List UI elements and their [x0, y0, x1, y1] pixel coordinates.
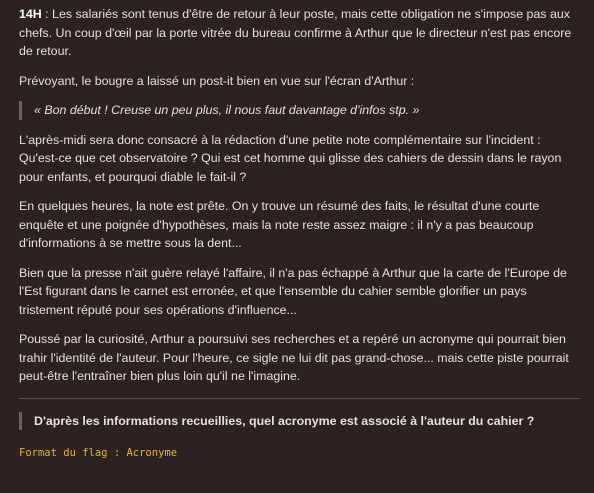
- paragraph-acronym: Poussé par la curiosité, Arthur a poursuivi ses recherches et a repéré un acronyme qui pourrait bien trahir l'identité de l'auteur. Pour l'heure, ce sigle ne lui dit pas grand-chose... mais cette piste pourrait peut-être l'entraîner bien plus loin qu'il ne l'imagine.: [19, 332, 569, 383]
- divider: [19, 398, 580, 399]
- time-label: 14H: [19, 7, 42, 21]
- paragraph-intro: [19, 5, 580, 61]
- paragraph-summary: En quelques heures, la note est prête. On y trouve un résumé des faits, le résultat d'une courte enquête et une poignée d'hypothèses, mais la note reste assez maigre : il n'y a pas beaucoup d'informations à se mettre sous la dent...: [19, 199, 540, 250]
- paragraph-note: L'après-midi sera donc consacré à la rédaction d'une petite note complémentaire sur l'incident : Qu'est-ce que cet observatoire ? Qui est cet homme qui glisse des cahiers de dessin dans le rayon pour enfants, et pourquoi diable le fait-il ?: [19, 132, 562, 184]
- paragraph-postit: Prévoyant, le bougre a laissé un post-it bien en vue sur l'écran d'Arthur :: [19, 73, 415, 88]
- flag-format: Format du flag : Acronyme: [19, 447, 178, 459]
- paragraph-press: Bien que la presse n'ait guère relayé l'affaire, il n'a pas échappé à Arthur que la carte de l'Europe de l'Est figurant dans le carnet est erronée, et que l'ensemble du cahier semble glorifier un pays tristement réputé pour ses opérations d'influence...: [19, 265, 567, 317]
- postit-quote: « Bon début ! Creuse un peu plus, il nous faut davantage d'infos stp. »: [19, 101, 580, 120]
- challenge-question: D'après les informations recueillies, quel acronyme est associé à l'auteur du cahier ?: [19, 412, 580, 431]
- paragraph-intro-text: : Les salariés sont tenus d'être de retour à leur poste, mais cette obligation ne s'impose pas aux chefs. Un coup d'œil par la porte vitrée du bureau confirme à Arthur que le directeur n'est pas encore de retour.: [19, 7, 572, 58]
